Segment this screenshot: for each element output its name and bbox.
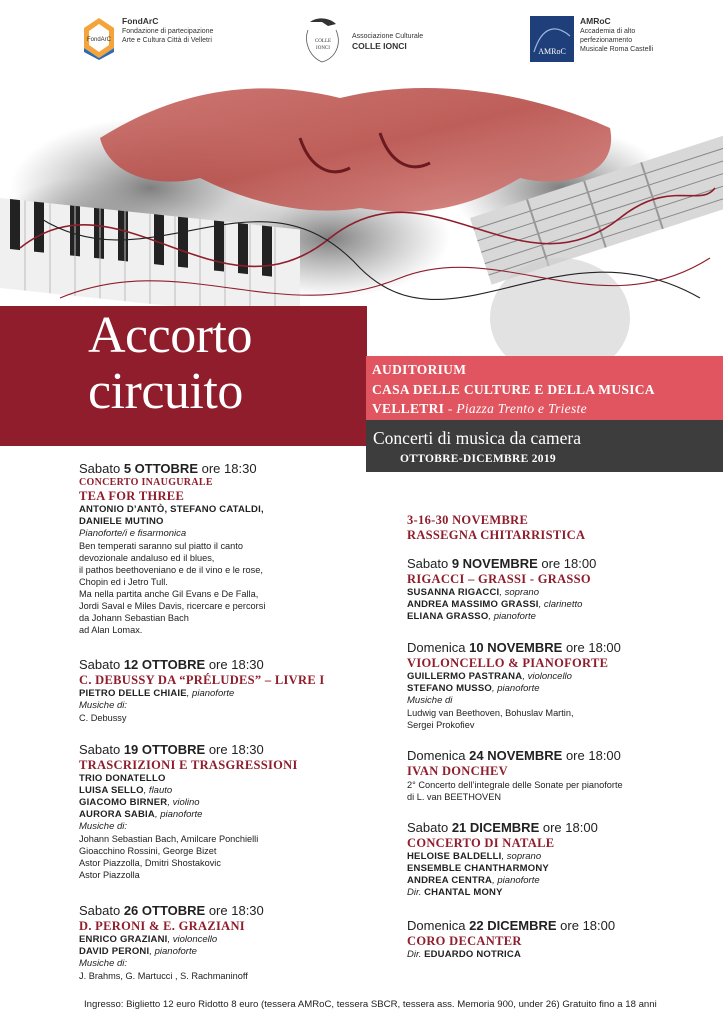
- performer-role: , pianoforte: [488, 611, 536, 622]
- performer-role: , pianoforte: [186, 688, 235, 699]
- title-line-2: circuito: [88, 363, 243, 420]
- performer-role: , violoncello: [522, 671, 572, 682]
- performer-line: [79, 516, 265, 528]
- performer-name: PIETRO DELLE CHIAIE: [79, 688, 187, 699]
- event-title: C. DEBUSSY DA “PRÉLUDES” – LIVRE I: [79, 673, 325, 687]
- performer-name: TRIO DONATELLO: [79, 773, 166, 784]
- event-title: CONCERTO DI NATALE: [407, 836, 555, 850]
- performer-line: [79, 504, 265, 516]
- venue-line-1: AUDITORIUM: [372, 362, 467, 377]
- program-note: Gioacchino Rossini, George Bizet: [79, 846, 217, 856]
- performer-line: [407, 695, 621, 707]
- performer-line: [79, 528, 265, 540]
- event-date-day: 24 NOVEMBRE: [469, 748, 563, 763]
- performer-line: [407, 875, 598, 887]
- event-title: TRASCRIZIONI E TRASGRESSIONI: [79, 758, 298, 772]
- program-note: J. Brahms, G. Martucci , S. Rachmaninoff: [79, 971, 248, 981]
- right-event-5: [407, 918, 615, 961]
- event-date-day: 10 NOVEMBRE: [469, 640, 563, 655]
- event-date: Sabato 19 OTTOBRE ore 18:30: [79, 742, 264, 757]
- event-subtitle: CONCERTO INAUGURALE: [79, 477, 213, 488]
- program-note: ad Alan Lomax.: [79, 625, 143, 635]
- fondarc-desc-2: Arte e Cultura Città di Velletri: [122, 37, 212, 44]
- program-note: Johann Sebastian Bach, Amilcare Ponchielli: [79, 834, 259, 844]
- performer-line: [79, 934, 264, 946]
- colle-badge-text-1: COLLE: [314, 39, 332, 44]
- event-title: D. PERONI & E. GRAZIANI: [79, 919, 245, 933]
- program-note: Chopin ed i Jetro Tull.: [79, 577, 168, 587]
- performer-role: , pianoforte: [492, 875, 540, 886]
- performer-role: , pianoforte: [491, 683, 540, 694]
- amroc-desc-1: Accademia di alto: [580, 28, 636, 35]
- performer-name: LUISA SELLO: [79, 785, 144, 796]
- performer-role: Musiche di: [407, 695, 453, 706]
- performer-line: [79, 809, 298, 821]
- event-title: RIGACCI – GRASSI - GRASSO: [407, 572, 591, 586]
- venue-line-2: CASA DELLE CULTURE E DELLA MUSICA: [372, 382, 655, 397]
- performer-name: ANDREA CENTRA: [407, 875, 493, 886]
- fondarc-name: FondArC: [122, 16, 159, 26]
- colle-name: COLLE IONCI: [352, 41, 407, 51]
- event-date-day: 5 OTTOBRE: [123, 461, 198, 476]
- colle-desc-1: Associazione Culturale: [352, 33, 424, 40]
- performer-line: [79, 785, 298, 797]
- colle-badge-text-2: IONCI: [316, 46, 330, 51]
- program-note: 2° Concerto dell’integrale delle Sonate per pianoforte: [407, 780, 623, 790]
- performer-role: Musiche di:: [79, 821, 128, 832]
- performer-line: [407, 949, 615, 961]
- program-note: Astor Piazzolla: [79, 870, 140, 880]
- event-date-day: 26 OTTOBRE: [123, 903, 206, 918]
- performer-line: [407, 887, 598, 899]
- program-note: Ludwig van Beethoven, Bohuslav Martin,: [407, 708, 574, 718]
- amroc-desc-3: Musicale Roma Castelli: [580, 46, 654, 53]
- event-title: CORO DECANTER: [407, 934, 522, 948]
- performer-line: [79, 688, 325, 700]
- performer-name: SUSANNA RIGACCI: [407, 587, 500, 598]
- performer-name: CHANTAL MONY: [424, 887, 503, 898]
- program-note: il pathos beethoveniano e de il vino e le rose,: [79, 565, 263, 575]
- admission-info: Ingresso: Biglietto 12 euro Ridotto 8 euro (tessera AMRoC, tessera SBCR, tessera ass. Memoria 900, under 26) Gratuito fino a 18 anni: [84, 999, 657, 1010]
- performer-line: [407, 599, 596, 611]
- performer-line: [407, 683, 621, 695]
- performer-line: [407, 671, 621, 683]
- event-date: Domenica 10 NOVEMBRE ore 18:00: [407, 640, 621, 655]
- event-date-day: 9 NOVEMBRE: [451, 556, 538, 571]
- performer-line: [407, 863, 598, 875]
- performer-name: DAVID PERONI: [79, 946, 150, 957]
- performer-line: [407, 851, 598, 863]
- event-title: 3-16-30 NOVEMBRE: [407, 513, 529, 527]
- performer-name: ANTONIO D’ANTÒ, STEFANO CATALDI,: [79, 504, 264, 515]
- left-event-0: [79, 461, 265, 636]
- performer-name: ANDREA MASSIMO GRASSI: [407, 599, 539, 610]
- performer-name: HELOISE BALDELLI: [407, 851, 502, 862]
- performer-line: [407, 611, 596, 623]
- event-date: Sabato 5 OTTOBRE ore 18:30: [79, 461, 257, 476]
- amroc-name: AMRoC: [580, 16, 611, 26]
- performer-role: , pianoforte: [149, 946, 197, 957]
- event-date-day: 19 OTTOBRE: [123, 742, 206, 757]
- performer-name: DANIELE MUTINO: [79, 516, 164, 527]
- amroc-badge-text: AMRoC: [538, 47, 566, 56]
- performer-name: ENSEMBLE CHANTHARMONY: [407, 863, 549, 874]
- fondarc-logo: [82, 16, 213, 68]
- event-title: TEA FOR THREE: [79, 489, 185, 503]
- performer-role: , soprano: [501, 851, 542, 862]
- event-date: Sabato 12 OTTOBRE ore 18:30: [79, 657, 264, 672]
- performer-name: STEFANO MUSSO: [407, 683, 492, 694]
- performer-line: [79, 773, 298, 785]
- program-note: C. Debussy: [79, 713, 127, 723]
- venue-city: VELLETRI: [372, 401, 445, 416]
- program-note: di L. van BEETHOVEN: [407, 792, 501, 802]
- performer-name: GUILLERMO PASTRANA: [407, 671, 523, 682]
- performer-name: ELIANA GRASSO: [407, 611, 489, 622]
- event-date: Sabato 26 OTTOBRE ore 18:30: [79, 903, 264, 918]
- performer-role: , violoncello: [167, 934, 218, 945]
- event-title: [88, 308, 252, 420]
- program-note: Astor Piazzolla, Dmitri Shostakovic: [79, 858, 221, 868]
- right-event-4: [407, 820, 598, 899]
- right-event-1: [407, 556, 596, 623]
- program-note: Jordi Saval e Miles Davis, ricercare e percorsi: [79, 601, 266, 611]
- performer-line: [79, 946, 264, 958]
- performer-role: , soprano: [499, 587, 539, 598]
- event-date-day: 22 DICEMBRE: [469, 918, 557, 933]
- event-title-line: RASSEGNA CHITARRISTICA: [407, 528, 586, 542]
- amroc-logo: [530, 16, 653, 68]
- performer-name: EDUARDO NOTRICA: [424, 949, 522, 960]
- program-note: da Johann Sebastian Bach: [79, 613, 189, 623]
- performer-role: , clarinetto: [538, 599, 583, 610]
- event-date: Sabato 21 DICEMBRE ore 18:00: [407, 820, 598, 835]
- performer-role: Musiche di:: [79, 958, 128, 969]
- event-date: Domenica 24 NOVEMBRE ore 18:00: [407, 748, 621, 763]
- performer-role: , pianoforte: [154, 809, 203, 820]
- program-note: Ma nella partita anche Gil Evans e De Falla,: [79, 589, 259, 599]
- amroc-emblem-icon: [530, 16, 574, 62]
- event-date: Sabato 9 NOVEMBRE ore 18:00: [407, 556, 597, 571]
- performer-role: Musiche di:: [79, 700, 128, 711]
- performer-role: , flauto: [143, 785, 173, 796]
- fondarc-desc-1: Fondazione di partecipazione: [122, 28, 214, 35]
- series-title: Concerti di musica da camera: [373, 428, 581, 448]
- left-event-1: [79, 657, 325, 724]
- colle-ionci-logo: [300, 16, 423, 68]
- performer-name: GIACOMO BIRNER: [79, 797, 168, 808]
- performer-role: , violino: [167, 797, 200, 808]
- performer-line: [79, 821, 298, 833]
- performer-prefix: Dir.: [407, 887, 425, 898]
- event-title: VIOLONCELLO & PIANOFORTE: [407, 656, 609, 670]
- right-event-2: [407, 640, 621, 731]
- series-dates: OTTOBRE-DICEMBRE 2019: [400, 453, 556, 465]
- program-note: Ben temperati saranno sul piatto il canto: [79, 541, 243, 551]
- performer-line: [79, 958, 264, 970]
- colle-ionci-emblem-icon: [300, 16, 346, 68]
- performer-role: Pianoforte/i e fisarmonica: [79, 528, 187, 539]
- right-event-0: [407, 513, 585, 543]
- program-note: devozionale andaluso ed il blues,: [79, 553, 215, 563]
- fondarc-emblem-icon: [82, 16, 116, 60]
- fondarc-badge-text: FondArC: [86, 37, 112, 43]
- program-note: Sergei Prokofiev: [407, 720, 475, 730]
- right-event-3: [407, 748, 623, 803]
- amroc-desc-2: perfezionamento: [580, 37, 633, 44]
- performer-line: [79, 700, 325, 712]
- left-event-3: [79, 903, 264, 982]
- title-line-1: Accorto: [88, 307, 252, 364]
- venue-line-3: [372, 401, 587, 417]
- performer-line: [79, 797, 298, 809]
- performer-prefix: Dir.: [407, 949, 425, 960]
- left-event-2: [79, 742, 298, 881]
- venue-address: - Piazza Trento e Trieste: [444, 401, 587, 416]
- performer-name: ENRICO GRAZIANI: [79, 934, 168, 945]
- performer-line: [407, 587, 596, 599]
- event-title: IVAN DONCHEV: [407, 764, 508, 778]
- event-date: Domenica 22 DICEMBRE ore 18:00: [407, 918, 616, 933]
- event-date-day: 12 OTTOBRE: [123, 657, 206, 672]
- event-date-day: 21 DICEMBRE: [451, 820, 540, 835]
- performer-name: AURORA SABIA: [79, 809, 155, 820]
